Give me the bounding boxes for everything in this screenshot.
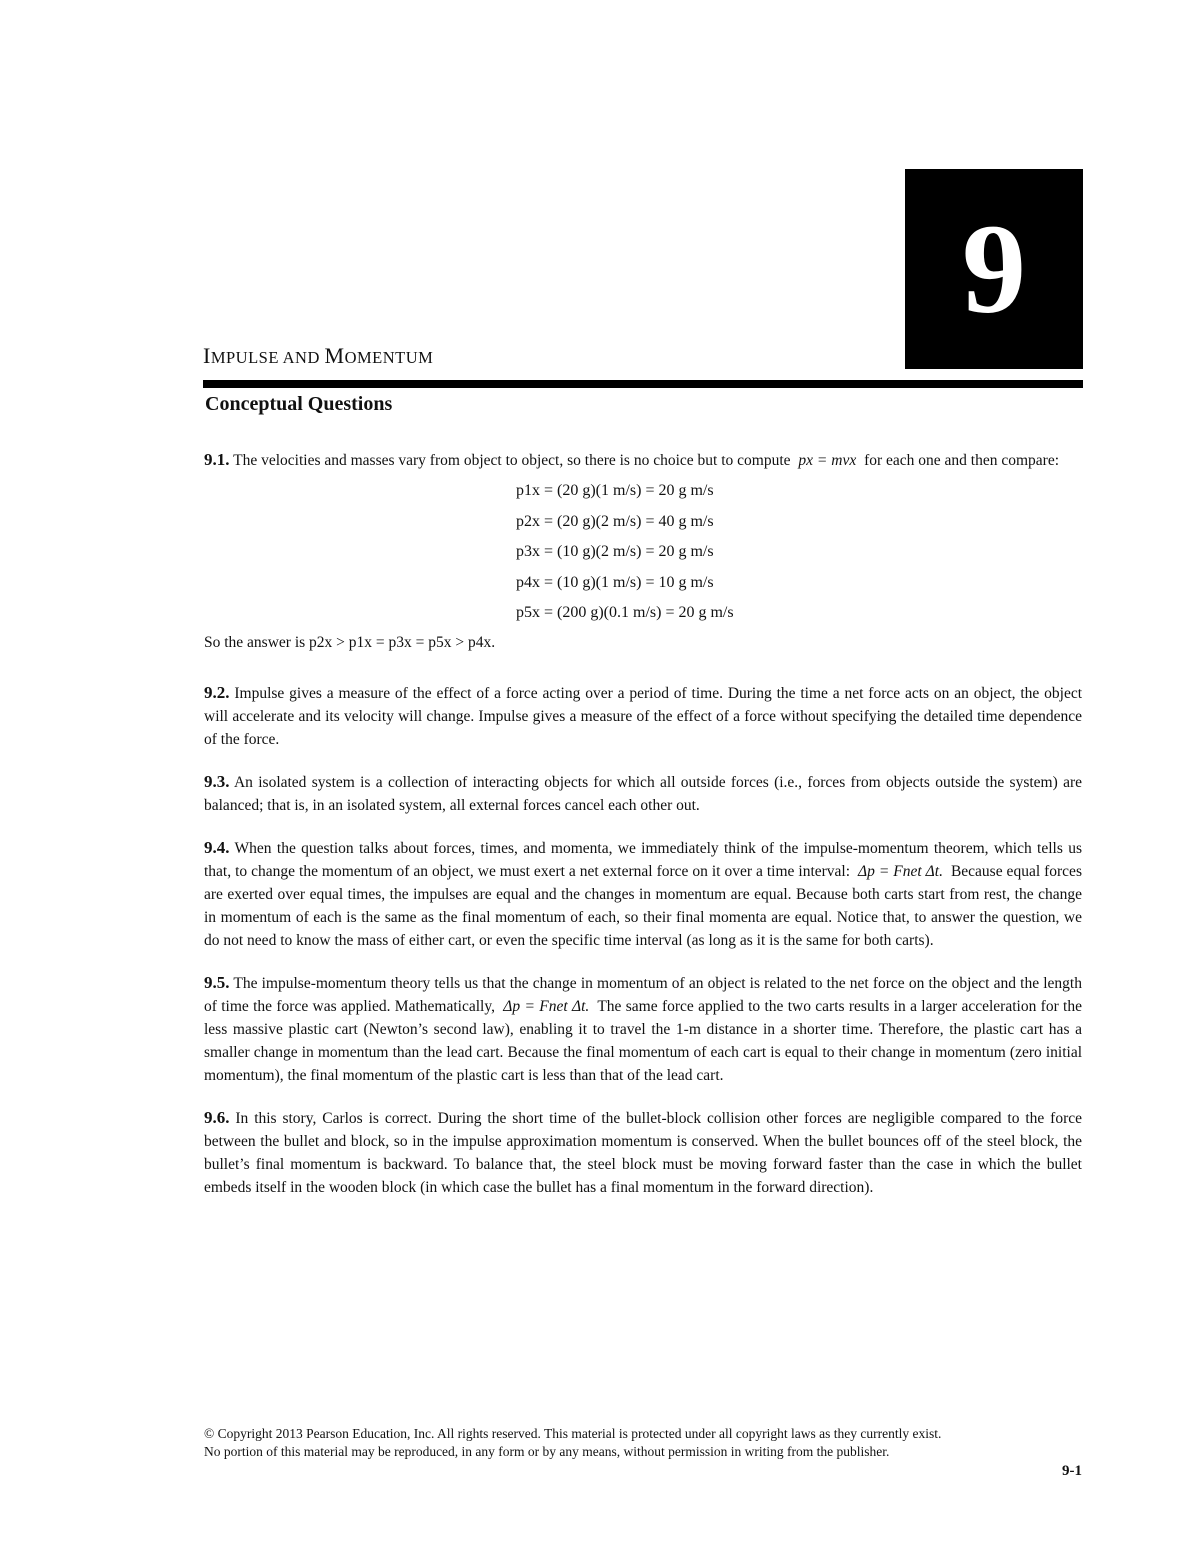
title-rule <box>203 380 1083 388</box>
question-text: The same force applied to the two carts results in a larger acceleration for the less massive plastic cart (Newton’s second law), enabling it to travel the 1-m distance in a shorter time. Therefore, the plastic cart has a smaller change in momentum than the lead cart. Because the final momentum of each cart is equal to their change in momentum (zero initial momentum), the final momentum of the plastic cart is less than that of the lead cart. <box>204 997 1082 1084</box>
question-number: 9.2. <box>204 682 230 702</box>
question-9-5 <box>204 971 1082 1087</box>
question-text: When the question talks about forces, times, and momenta, we immediately think of the impulse-momentum theorem, which tells us that, to change the momentum of an object, we must exert a net external force on it over a time interval: <box>204 839 1082 880</box>
equation-line: p3x = (10 g)(2 m/s) = 20 g m/s <box>516 543 714 560</box>
question-number: 9.4. <box>204 837 230 857</box>
question-number: 9.5. <box>204 972 230 992</box>
question-9-4 <box>204 836 1082 952</box>
chapter-title-rest-2: OMENTUM <box>344 348 434 367</box>
inline-equation: px = mvx <box>798 452 857 469</box>
chapter-number: 9 <box>962 198 1026 340</box>
question-number: 9.3. <box>204 771 230 791</box>
page-number: 9-1 <box>1062 1463 1082 1479</box>
question-9-1 <box>204 448 1082 472</box>
chapter-title-rest-1: MPULSE AND <box>210 348 325 367</box>
question-number: 9.1. <box>204 450 230 469</box>
equation-line: p2x = (20 g)(2 m/s) = 40 g m/s <box>516 512 714 530</box>
momentum-equations <box>516 476 1082 629</box>
inline-equation: Δp = Fnet Δt. <box>858 862 943 880</box>
question-9-3 <box>204 770 1082 817</box>
equation-line: p1x = (20 g)(1 m/s) = 20 g m/s <box>516 482 714 499</box>
chapter-number-box <box>905 169 1083 369</box>
question-text: for each one and then compare: <box>864 452 1060 469</box>
inline-equation: Δp = Fnet Δt. <box>503 997 590 1015</box>
section-heading: Conceptual Questions <box>205 393 393 415</box>
copyright-line-1: © Copyright 2013 Pearson Education, Inc. All rights reserved. This material is protected under all copyright laws as they currently exist. <box>204 1426 942 1441</box>
copyright-footer <box>204 1425 1082 1461</box>
question-text: In this story, Carlos is correct. During the short time of the bullet-block collision other forces are negligible compared to the force between the bullet and block, so in the impulse approximation momentum is conserved. When the bullet bounces off of the steel block, the bullet’s final momentum is backward. To balance that, the steel block must be moving forward faster than the case in which the bullet embeds itself in the wooden block (in which case the bullet has a final momentum in the forward direction). <box>204 1109 1083 1196</box>
copyright-line-2: No portion of this material may be reproduced, in any form or by any means, without permission in writing from the publisher. <box>204 1444 890 1459</box>
question-text: An isolated system is a collection of interacting objects for which all outside forces (i.e., forces from objects outside the system) are balanced; that is, in an isolated system, all external forces cancel each other out. <box>204 773 1082 814</box>
question-text: Because equal forces are exerted over equal times, the impulses are equal and the changes in momentum are equal. Because both carts start from rest, the change in momentum of each is the same as the final momentum of each, so their final momenta are equal. Notice that, to answer the question, we do not need to know the mass of either cart, or even the specific time interval (as long as it is the same for both carts). <box>204 862 1082 949</box>
equation-line: p4x = (10 g)(1 m/s) = 10 g m/s <box>516 573 714 591</box>
question-9-2 <box>204 681 1082 751</box>
chapter-title-cap-1: I <box>203 343 211 368</box>
equation-line: p5x = (200 g)(0.1 m/s) = 20 g m/s <box>516 604 734 621</box>
question-text: Impulse gives a measure of the effect of a force acting over a period of time. During the time a net force acts on an object, the object will accelerate and its velocity will change. Impulse gives a measure of the effect of a force without specifying the detailed time dependence of the force. <box>204 684 1083 748</box>
chapter-title <box>203 343 433 369</box>
question-text: The velocities and masses vary from object to object, so there is no choice but to compute <box>233 452 791 469</box>
question-9-6 <box>204 1106 1082 1199</box>
question-text: The impulse-momentum theory tells us that the change in momentum of an object is related to the net force on the object and the length of time the force was applied. Mathematically, <box>204 974 1082 1015</box>
questions-body <box>204 448 1082 1218</box>
question-number: 9.6. <box>204 1107 230 1127</box>
chapter-title-cap-2: M <box>324 343 345 368</box>
answer-line: So the answer is p2x > p1x = p3x = p5x > p4x. <box>204 633 496 651</box>
